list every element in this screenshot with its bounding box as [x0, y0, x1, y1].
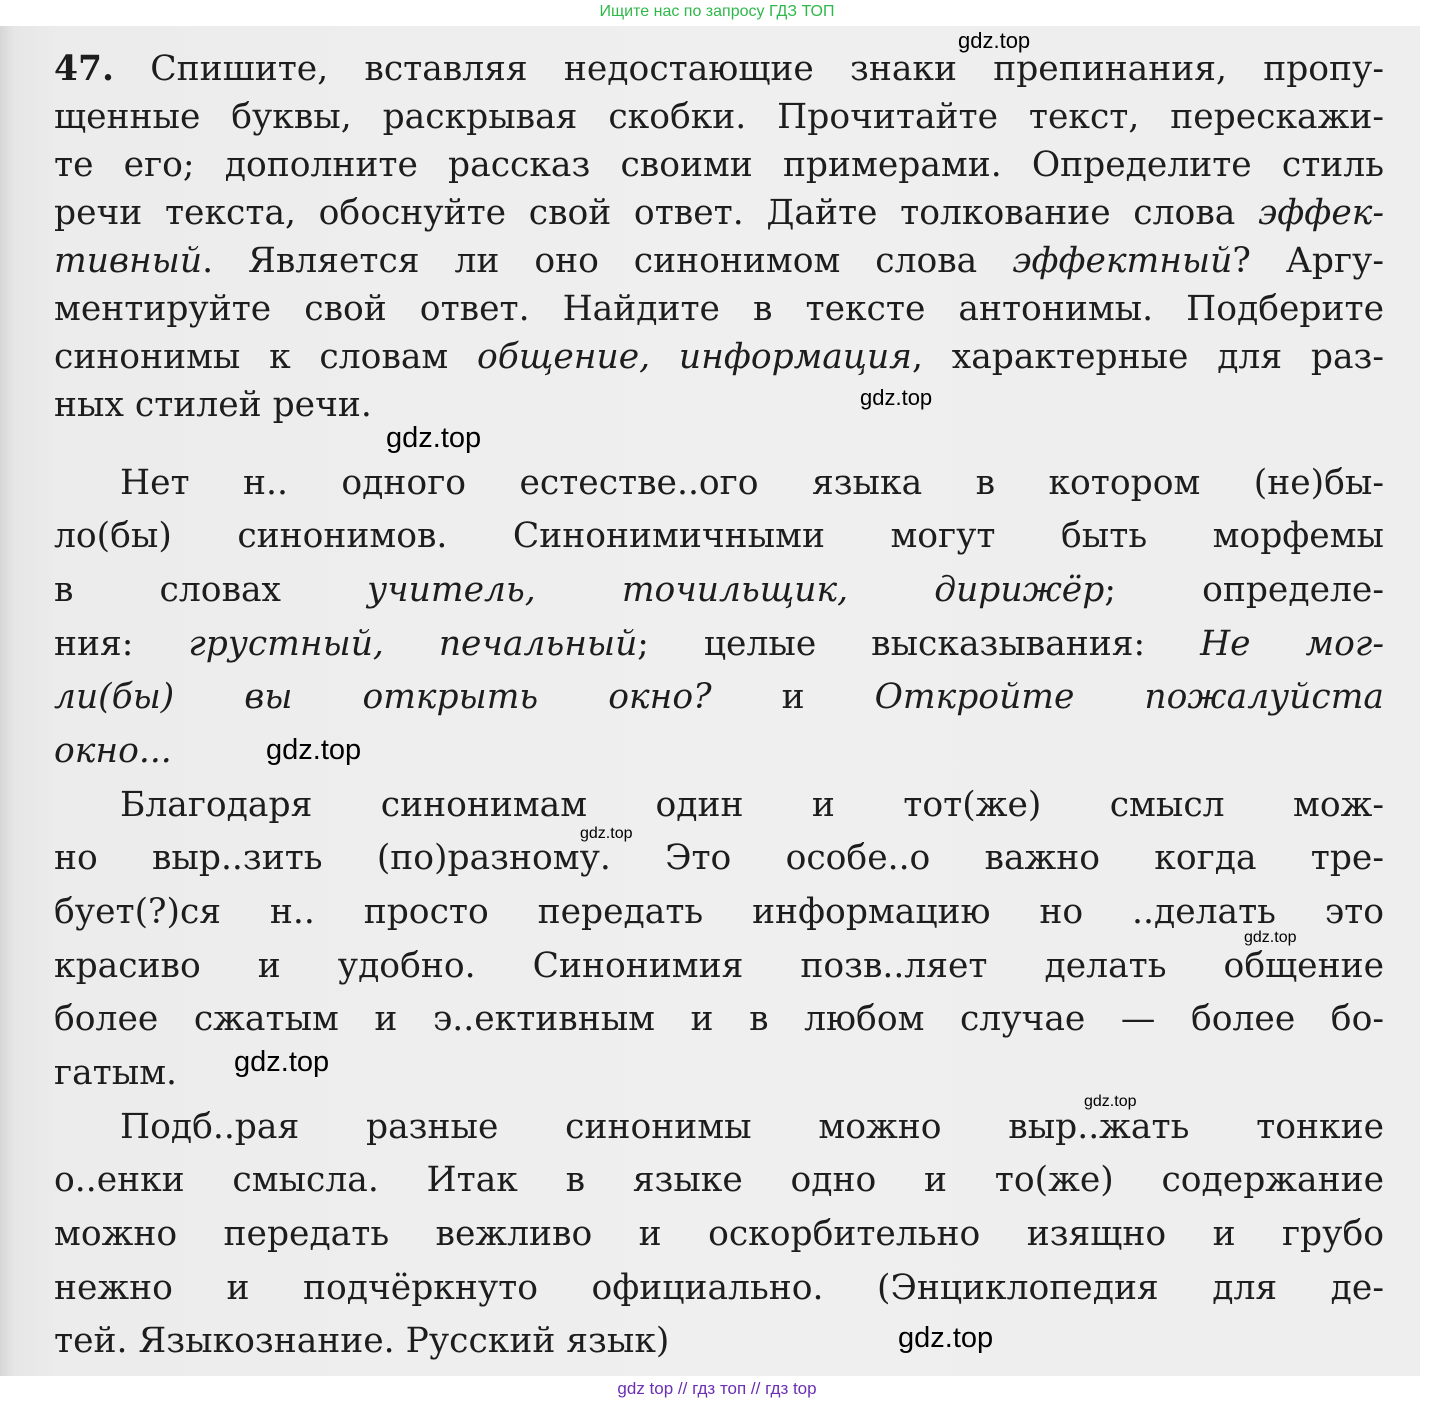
text-p3-line-1: Подб..рая разные синонимы можно выр..жать тонкие	[120, 1107, 1384, 1147]
text-p3-line-4: нежно и подчёркнуто официально. (Энциклопедия для де-	[54, 1268, 1384, 1308]
exercise-number: 47.	[54, 49, 115, 89]
task-line-8: ных стилей речи.	[54, 385, 372, 425]
watermark: gdz.top	[958, 28, 1031, 53]
text-p1-line-6: окно...	[54, 731, 172, 771]
task-line-5: тивный. Является ли оно синонимом слова эффектный? Аргу-	[54, 241, 1384, 281]
text-p1-line-2: ло(бы) синонимов. Синонимичными могут быть морфемы	[54, 516, 1384, 556]
watermark: gdz.top	[580, 825, 633, 842]
text-p1-line-4: ния: грустный, печальный; целые высказывания: Не мог-	[54, 624, 1384, 664]
text-p2-line-2: но выр..зить (по)разному. Это особе..о важно когда тре-	[54, 838, 1384, 878]
watermark: gdz.top	[1084, 1093, 1137, 1110]
text-p3-line-3: можно передать вежливо и оскорбительно изящно и грубо	[54, 1214, 1384, 1254]
watermark: gdz.top	[266, 734, 362, 766]
text-p3-line-5: тей. Языкознание. Русский язык)	[54, 1321, 670, 1361]
text-p2-line-4: красиво и удобно. Синонимия позв..ляет делать общение	[54, 946, 1384, 986]
watermark: gdz.top	[234, 1046, 330, 1078]
task-line-1: 47. Спишите, вставляя недостающие знаки препинания, пропу-	[54, 49, 1384, 89]
task-line-6: ментируйте свой ответ. Найдите в тексте антонимы. Подберите	[54, 289, 1384, 329]
watermark: gdz.top	[1244, 929, 1297, 946]
watermark: gdz.top	[898, 1322, 994, 1354]
text-p1-line-3: в словах учитель, точильщик, дирижёр; определе-	[54, 570, 1384, 610]
top-banner[interactable]: Ищите нас по запросу ГДЗ ТОП	[599, 3, 835, 20]
text-p1-line-1: Нет н.. одного естестве..ого языка в котором (не)бы-	[120, 463, 1384, 503]
text-p1-line-5: ли(бы) вы открыть окно? и Откройте пожалуйста	[54, 677, 1384, 717]
text-p2-line-1: Благодаря синонимам один и тот(же) смысл мож-	[120, 785, 1384, 825]
text-p2-line-6: гатым.	[54, 1053, 177, 1093]
text-p3-line-2: о..енки смысла. Итак в языке одно и то(же) содержание	[54, 1160, 1384, 1200]
text-p2-line-5: более сжатым и э..ективным и в любом случае — более бо-	[54, 999, 1384, 1039]
task-line-3: те его; дополните рассказ своими примерами. Определите стиль	[54, 145, 1384, 185]
task-line-2: щенные буквы, раскрывая скобки. Прочитайте текст, перескажи-	[54, 97, 1384, 137]
task-line-4: речи текста, обоснуйте свой ответ. Дайте толкование слова эффек-	[54, 193, 1384, 233]
footer-links[interactable]: gdz top // гдз топ // гдз top	[617, 1379, 817, 1398]
watermark: gdz.top	[860, 385, 933, 410]
watermark: gdz.top	[386, 422, 482, 454]
task-line-7: синонимы к словам общение, информация, характерные для раз-	[54, 337, 1384, 377]
textbook-page	[0, 26, 1420, 1376]
text-p2-line-3: бует(?)ся н.. просто передать информацию но ..делать это	[54, 892, 1384, 932]
